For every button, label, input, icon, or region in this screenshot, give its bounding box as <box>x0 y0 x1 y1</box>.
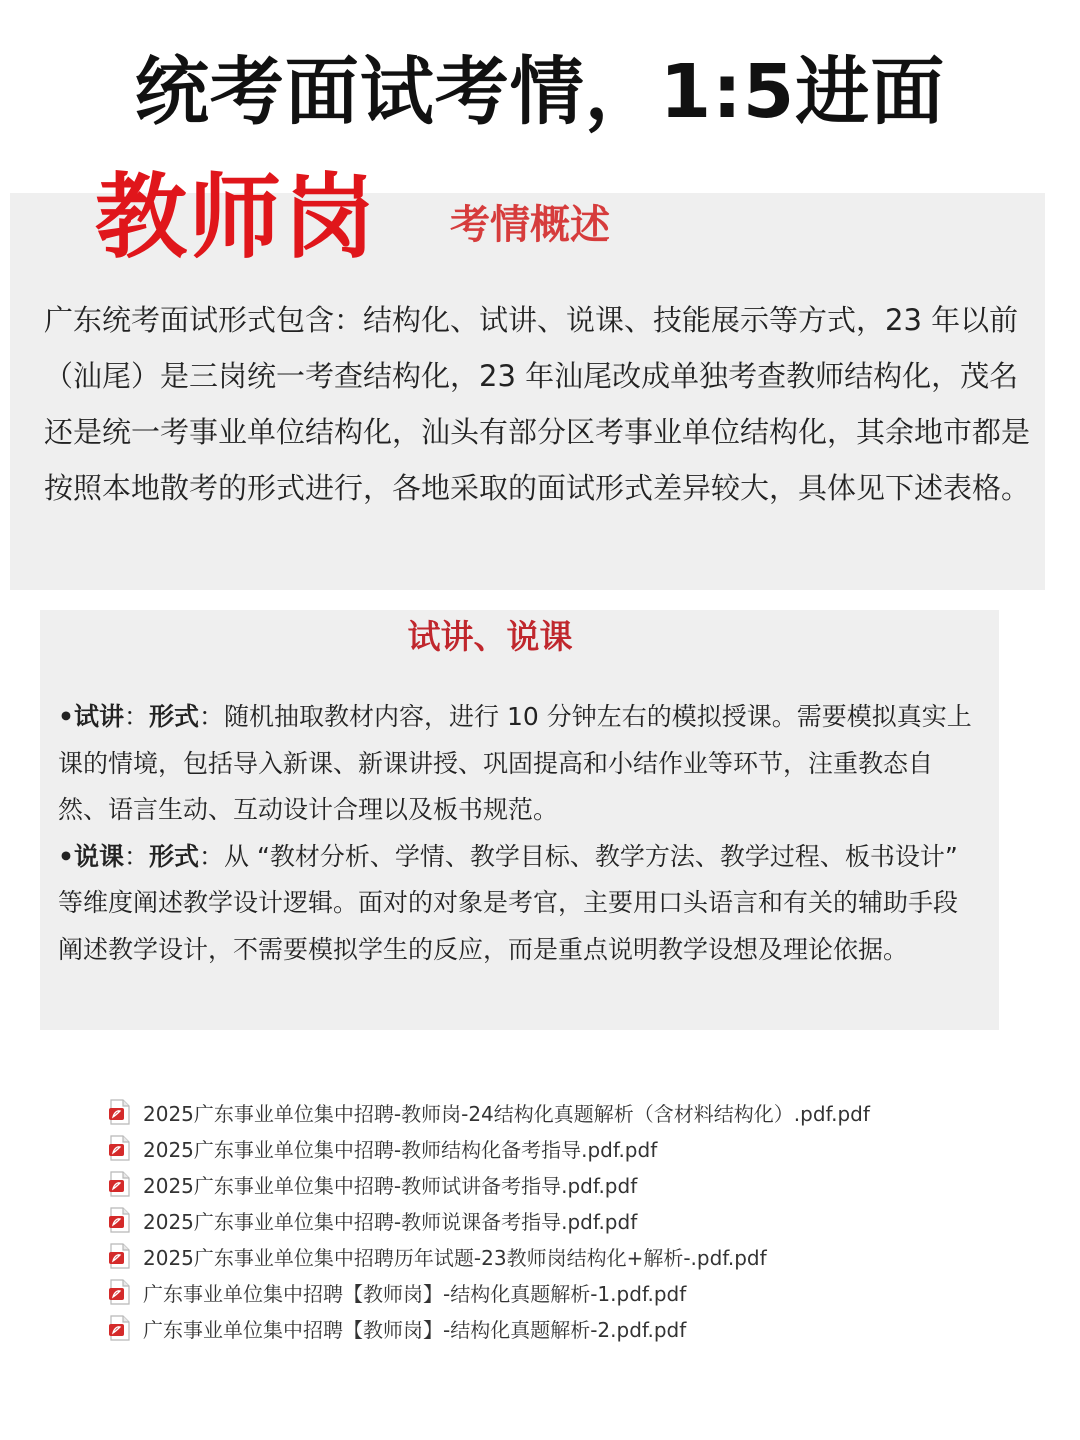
teacher-post-heading: 教师岗 <box>95 164 378 271</box>
pdf-file-icon <box>108 1135 130 1161</box>
file-list-item[interactable] <box>108 1202 870 1238</box>
lecture-item-trial <box>58 694 978 834</box>
file-list-item[interactable] <box>108 1238 870 1274</box>
file-name: 2025广东事业单位集中招聘-教师说课备考指导.pdf.pdf <box>143 1209 638 1234</box>
lecture-item-explain <box>58 834 978 974</box>
pdf-file-icon <box>108 1279 130 1305</box>
lecture-item-separator: ： <box>123 702 149 731</box>
file-list <box>108 1094 870 1346</box>
file-name: 2025广东事业单位集中招聘历年试题-23教师岗结构化+解析-.pdf.pdf <box>143 1245 767 1270</box>
file-list-item[interactable] <box>108 1130 870 1166</box>
form-label: 形式 <box>149 841 200 871</box>
overview-section-label: 考情概述 <box>450 202 610 248</box>
pdf-file-icon <box>108 1099 130 1125</box>
lecture-item-name: •说课 <box>58 841 124 871</box>
file-name: 2025广东事业单位集中招聘-教师结构化备考指导.pdf.pdf <box>143 1137 658 1162</box>
overview-paragraph: 广东统考面试形式包含：结构化、试讲、说课、技能展示等方式，23 年以前（汕尾）是三岗统一考查结构化，23 年汕尾改成单独考查教师结构化，茂名还是统一考事业单位结构化，汕头有部分区考事业单位结构化，其余地市都是按照本地散考的形式进行，各地采取的面试形式差异较大，具体见下述表格。 <box>44 303 1031 505</box>
file-list-item[interactable] <box>108 1274 870 1310</box>
file-name: 2025广东事业单位集中招聘-教师岗-24结构化真题解析（含材料结构化）.pdf.pdf <box>143 1101 870 1126</box>
file-list-item[interactable] <box>108 1094 870 1130</box>
lecture-section-title: 试讲、说课 <box>407 617 573 656</box>
lecture-item-name: •试讲 <box>58 702 124 731</box>
file-list-item[interactable] <box>108 1310 870 1346</box>
pdf-file-icon <box>108 1207 130 1233</box>
lecture-item-separator: ： <box>123 841 149 871</box>
lecture-body <box>58 694 978 973</box>
file-name: 广东事业单位集中招聘【教师岗】-结构化真题解析-2.pdf.pdf <box>143 1317 687 1342</box>
lecture-item-text: ：从 “教材分析、学情、教学目标、教学方法、教学过程、板书设计” 等维度阐述教学设计逻辑。面对的对象是考官，主要用口头语言和有关的辅助手段阐述教学设计，不需要模拟学生的反应，而是重点说明教学设想及理论依据。 <box>58 841 959 964</box>
pdf-file-icon <box>108 1243 130 1269</box>
file-name: 广东事业单位集中招聘【教师岗】-结构化真题解析-1.pdf.pdf <box>143 1281 687 1306</box>
form-label: 形式 <box>149 702 200 731</box>
page-title: 统考面试考情，1:5进面 <box>134 49 946 135</box>
file-name: 2025广东事业单位集中招聘-教师试讲备考指导.pdf.pdf <box>143 1173 638 1198</box>
pdf-file-icon <box>108 1315 130 1341</box>
lecture-item-text: ：随机抽取教材内容，进行 10 分钟左右的模拟授课。需要模拟真实上课的情境，包括导入新课、新课讲授、巩固提高和小结作业等环节，注重教态自然、语言生动、互动设计合理以及板书规范。 <box>58 702 972 824</box>
pdf-file-icon <box>108 1171 130 1197</box>
file-list-item[interactable] <box>108 1166 870 1202</box>
